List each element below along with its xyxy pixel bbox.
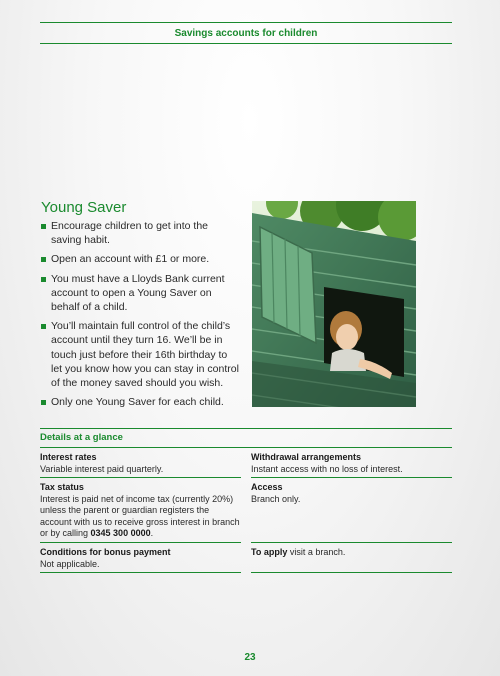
section-title: Young Saver [41,199,127,216]
bonus-conditions-detail [40,547,241,570]
glance-rule-header [40,447,452,448]
divider [40,572,241,573]
feature-list [41,219,241,414]
divider [251,572,452,573]
phone-number: 0345 300 0000 [90,528,151,538]
list-item: Only one Young Saver for each child. [41,395,241,409]
divider [251,477,452,478]
treehouse-illustration [252,201,416,407]
glance-rule-top [40,428,452,429]
page-header-title: Savings accounts for children [174,28,318,39]
divider [251,542,452,543]
page-number: 23 [244,652,256,663]
detail-label: Interest rates [40,452,97,462]
divider [40,477,241,478]
bullet-square-icon [41,324,46,329]
list-item: Open an account with £1 or more. [41,252,241,266]
interest-rates-detail [40,452,241,475]
header-rule-bottom [40,43,452,44]
detail-label: To apply [251,547,288,557]
bullet-square-icon [41,257,46,262]
detail-text: Variable interest paid quarterly. [40,463,164,474]
glance-title: Details at a glance [40,432,123,443]
divider [40,542,241,543]
list-item: Encourage children to get into the saving habit. [41,219,241,247]
bullet-square-icon [41,400,46,405]
detail-label: Conditions for bonus payment [40,547,171,557]
bullet-square-icon [41,277,46,282]
bullet-square-icon [41,224,46,229]
detail-text: Interest is paid net of income tax (currently 20%) unless the parent or guardian registers the account with us to receive gross interest in branch or by calling [40,493,240,538]
detail-label: Withdrawal arrangements [251,452,361,462]
detail-text: Not applicable. [40,558,100,569]
list-item: You must have a Lloyds Bank current account to open a Young Saver on behalf of a child. [41,272,241,315]
detail-text: visit a branch. [287,547,346,557]
access-detail [251,482,452,505]
child-in-treehouse-photo [252,201,416,407]
detail-label: Tax status [40,482,84,492]
detail-text: Branch only. [251,493,301,504]
detail-text: Instant access with no loss of interest. [251,463,403,474]
withdrawal-detail [251,452,452,475]
header-rule-top [40,22,452,23]
apply-detail [251,547,452,559]
list-item: You’ll maintain full control of the child’s account until they turn 16. We’ll be in touch just before their 16th birthday to let you know how you can stay in control of the money saved should you wish. [41,319,241,390]
tax-status-detail: Tax status Interest is paid net of income tax (currently 20%) unless the parent or guardian registers the account with us to receive gross interest in branch or by calling 0345 300 0000. [40,482,240,538]
detail-label: Access [251,482,283,492]
